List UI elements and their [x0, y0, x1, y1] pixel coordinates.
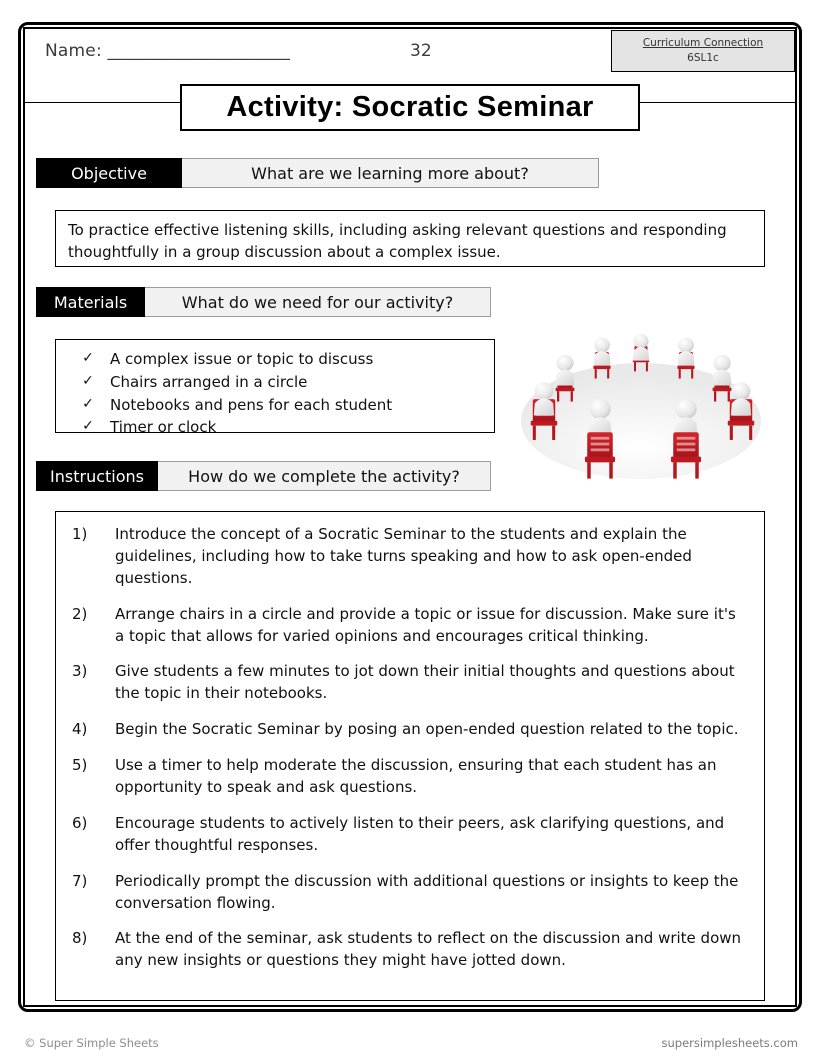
list-item — [66, 416, 484, 439]
curriculum-connection-code: 6SL1c — [687, 51, 719, 64]
step-text: Introduce the concept of a Socratic Seminar to the students and explain the guidelines, including how to take turns speaking and how to ask open-ended questions. — [115, 525, 692, 587]
curriculum-connection-box — [611, 30, 795, 72]
material-text: Chairs arranged in a circle — [110, 372, 308, 391]
step-text: Arrange chairs in a circle and provide a topic or issue for discussion. Make sure it's a topic that allows for varied opinions and encourages critical thinking. — [115, 604, 736, 645]
step-text: Periodically prompt the discussion with additional questions or insights to keep the conversation flowing. — [115, 871, 739, 912]
instructions-label: Instructions — [36, 461, 158, 491]
list-item — [68, 755, 752, 799]
step-number: 2) — [72, 604, 88, 623]
step-text: Begin the Socratic Seminar by posing an open-ended question related to the topic. — [115, 720, 739, 739]
objective-label: Objective — [36, 158, 182, 188]
website-url: supersimplesheets.com — [661, 1036, 798, 1050]
list-item — [66, 394, 484, 417]
list-item — [68, 661, 752, 705]
circle-of-chairs-graphic — [510, 305, 771, 485]
material-text: Notebooks and pens for each student — [110, 395, 393, 414]
step-text: Give students a few minutes to jot down their initial thoughts and questions about the topic in their notebooks. — [115, 662, 735, 703]
list-item — [68, 813, 752, 857]
step-text: Encourage students to actively listen to their peers, ask clarifying questions, and offer thoughtful responses. — [115, 813, 725, 854]
step-number: 6) — [72, 813, 88, 832]
copyright-text: © Super Simple Sheets — [24, 1036, 159, 1050]
materials-question: What do we need for our activity? — [145, 287, 491, 317]
step-number: 7) — [72, 871, 88, 890]
check-icon: ✓ — [82, 395, 94, 412]
step-text: At the end of the seminar, ask students to reflect on the discussion and write down any new insights or questions they might have jotted down. — [115, 929, 742, 970]
header-divider-right — [640, 102, 795, 103]
step-number: 3) — [72, 662, 88, 681]
material-text: A complex issue or topic to discuss — [110, 350, 374, 368]
materials-list — [66, 348, 484, 439]
step-text: Use a timer to help moderate the discussion, ensuring that each student has an opportunity to speak and ask questions. — [115, 756, 717, 797]
step-number: 4) — [72, 720, 88, 739]
students-seated-in-circle-illustration — [510, 305, 771, 485]
materials-content-box — [55, 339, 495, 437]
list-item — [68, 871, 752, 915]
name-field[interactable]: Name: _____________________ — [45, 41, 291, 61]
instructions-section-header — [36, 461, 491, 491]
list-item — [66, 371, 484, 394]
check-icon: ✓ — [82, 372, 94, 389]
instructions-question: How do we complete the activity? — [158, 461, 491, 491]
step-number: 1) — [72, 525, 88, 543]
instructions-list — [68, 524, 752, 972]
list-item — [68, 928, 752, 972]
objective-text: To practice effective listening skills, including asking relevant questions and responding thoughtfully in a group discussion about a complex issue. — [68, 221, 727, 261]
curriculum-connection-title: Curriculum Connection — [642, 37, 764, 49]
page-title: Activity: Socratic Seminar — [226, 91, 594, 123]
instructions-content-box — [55, 511, 765, 1001]
check-icon: ✓ — [82, 350, 94, 366]
check-icon: ✓ — [82, 418, 94, 435]
list-item — [68, 719, 752, 741]
step-number: 5) — [72, 756, 88, 775]
objective-content-box — [55, 210, 765, 267]
materials-section-header — [36, 287, 491, 317]
list-item — [68, 524, 752, 590]
page-footer — [18, 1036, 802, 1056]
objective-question: What are we learning more about? — [182, 158, 599, 188]
material-text: Timer or clock — [110, 418, 217, 437]
page-number: 32 — [410, 41, 432, 61]
objective-section-header — [36, 158, 599, 188]
list-item — [66, 348, 484, 371]
step-number: 8) — [72, 929, 88, 948]
activity-title-box — [180, 84, 640, 131]
list-item — [68, 604, 752, 648]
materials-label: Materials — [36, 287, 145, 317]
